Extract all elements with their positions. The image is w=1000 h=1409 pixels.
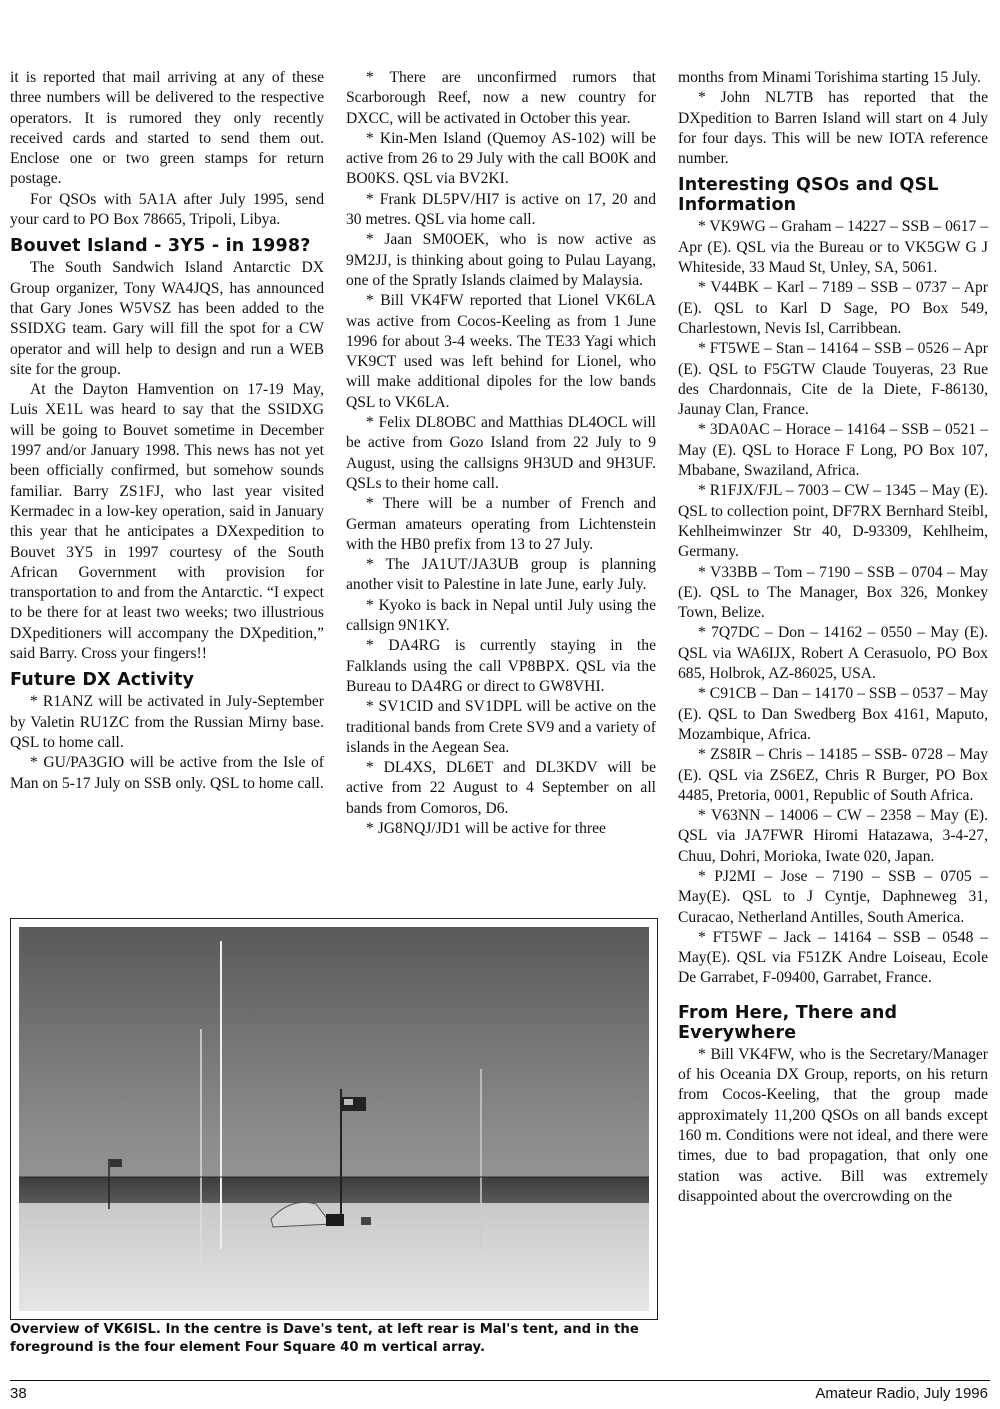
publication-line: Amateur Radio, July 1996 <box>815 1385 988 1402</box>
paragraph: * Frank DL5PV/HI7 is active on 17, 20 and 30 metres. QSL via home call. <box>346 190 656 229</box>
heading-future-dx-activity: Future DX Activity <box>10 670 195 691</box>
qsl-entry: * FT5WF – Jack – 14164 – SSB – 0548 – May(E). QSL via F51ZK Andre Loiseau, Ecole De Garrabet, F-09400, Garrabet, France. <box>678 928 988 987</box>
paragraph: The South Sandwich Island Antarctic DX Group organizer, Tony WA4JQS, has announced that Gary Jones W5VSZ has been added to the SSIDXG team. Gary will fill the spot for a CW operator and will help to design and run a WEB site for the group. <box>10 259 324 378</box>
paragraph: * John NL7TB has reported that the DXpedition to Barren Island will start on 4 July for four days. This will be new IOTA reference number. <box>678 89 988 168</box>
heading-from-here-there: From Here, There and Everywhere <box>678 1002 898 1043</box>
paragraph: * DA4RG is currently staying in the Falklands using the call VP8BPX. QSL via the Bureau to DA4RG or direct to GW8VHI. <box>346 637 656 695</box>
heading-bouvet-island: Bouvet Island - 3Y5 - in 1998? <box>10 236 311 257</box>
footer-rule <box>10 1380 990 1381</box>
photo-image <box>11 919 657 1319</box>
qsl-entry: * PJ2MI – Jose – 7190 – SSB – 0705 – May(E). QSL to J Cyntje, Daphneweg 31, Curacao, Netherland Antilles, South America. <box>678 867 988 926</box>
column-3 <box>678 68 988 1207</box>
paragraph: For QSOs with 5A1A after July 1995, send your card to PO Box 78665, Tripoli, Libya. <box>10 190 324 229</box>
photo-vk6isl-overview <box>10 918 658 1320</box>
qsl-entry: * V63NN – 14006 – CW – 2358 – May (E). QSL via JA7FWR Hiromi Hatazawa, 3-4-27, Chuu, Dohri, Morioka, Iwate 020, Japan. <box>678 807 988 865</box>
paragraph: * There are unconfirmed rumors that Scarborough Reef, now a new country for DXCC, will be activated in October this year. <box>346 69 656 127</box>
paragraph: * Jaan SM0OEK, who is now active as 9M2JJ, is thinking about going to Pulau Layang, one of the Spratly Islands claimed by Malaysia. <box>346 231 656 289</box>
paragraph: * Felix DL8OBC and Matthias DL4OCL will be active from Gozo Island from 22 July to 9 August, using the callsigns 9H3UD and 9H3UF. QSLs to their home call. <box>346 414 656 492</box>
paragraph: it is reported that mail arriving at any of these three numbers will be delivered to the respective operators. It is rumored they only recently received cards and started to send them out. Enclose one or two green stamps for return postage. <box>10 69 324 188</box>
qsl-entry: * 3DA0AC – Horace – 14164 – SSB – 0521 – May (E). QSL to Horace F Long, PO Box 107, Mbabane, Swaziland, Africa. <box>678 421 988 480</box>
column-2 <box>346 68 656 839</box>
qsl-entry: * ZS8IR – Chris – 14185 – SSB- 0728 – May (E). QSL via ZS6EZ, Chris R Burger, PO Box 4485, Pretoria, 0001, Republic of South Africa. <box>678 746 988 804</box>
paragraph: * Bill VK4FW, who is the Secretary/Manager of his Oceania DX Group, reports, on his return from Cocos-Keeling, that the group made approximately 11,200 QSOs on all bands except 160 m. Conditions were not ideal, and there were times, due to bad propagation, that only one station was active. Bill was extremely disappointed about the overcrowding on the <box>678 1045 988 1205</box>
paragraph: * DL4XS, DL6ET and DL3KDV will be active from 22 August to 4 September on all bands from Comoros, D6. <box>346 759 656 817</box>
paragraph: * There will be a number of French and German amateurs operating from Lichtenstein with the HB0 prefix from 13 to 27 July. <box>346 495 656 553</box>
paragraph: * Kin-Men Island (Quemoy AS-102) will be active from 26 to 29 July with the call BO0K and BO0KS. QSL via BV2KI. <box>346 129 656 188</box>
paragraph: At the Dayton Hamvention on 17-19 May, Luis XE1L was heard to say that the SSIDXG will be going to Bouvet sometime in December 1997 and/or January 1998. This news has not yet been officially confirmed, but somehow sounds familiar. Barry ZS1FJ, who last year visited Kermadec in a low-key operation, said in January this year that he anticipates a DXexpedition to Bouvet 3Y5 in 1997 courtesy of the South African Government with provision for transportation to and from the Antarctic. “I expect to be there for at least two weeks; two illustrious DXpeditioners will accompany the DXpedition,” said Barry. Cross your fingers!! <box>10 381 324 663</box>
qsl-entry: * V33BB – Tom – 7190 – SSB – 0704 – May (E). QSL to The Manager, Box 326, Monkey Town, Belize. <box>678 563 988 622</box>
paragraph: * The JA1UT/JA3UB group is planning another visit to Palestine in late June, early July. <box>346 556 656 594</box>
photo-caption: Overview of VK6ISL. In the centre is Dave's tent, at left rear is Mal's tent, and in the foreground is the four element Four Square 40 m vertical array. <box>10 1322 639 1355</box>
qsl-entry: * VK9WG – Graham – 14227 – SSB – 0617 – Apr (E). QSL via the Bureau or to VK5GW G J Whiteside, 33 Maud St, Unley, SA, 5061. <box>678 218 988 277</box>
paragraph: * GU/PA3GIO will be active from the Isle of Man on 5-17 July on SSB only. QSL to home call. <box>10 754 324 792</box>
paragraph: * Kyoko is back in Nepal until July using the callsign 9N1KY. <box>346 596 656 635</box>
qsl-entry: * 7Q7DC – Don – 14162 – 0550 – May (E). QSL via WA6IJX, Robert A Cerasuolo, PO Box 685, Holbrok, AZ-86025, USA. <box>678 624 988 683</box>
qsl-entry: * C91CB – Dan – 14170 – SSB – 0537 – May (E). QSL to Dan Swedberg Box 4161, Maputo, Mozambique, Africa. <box>678 685 988 743</box>
qsl-entry: * V44BK – Karl – 7189 – SSB – 0737 – Apr (E). QSL to Karl D Sage, PO Box 549, Charlestown, Nevis Isl, Carribbean. <box>678 279 988 337</box>
paragraph: * R1ANZ will be activated in July-September by Valetin RU1ZC from the Russian Mirny base. QSL to home call. <box>10 693 324 751</box>
column-1 <box>10 68 324 794</box>
qsl-entry: * R1FJX/FJL – 7003 – CW – 1345 – May (E). QSL to collection point, DF7RX Bernhard Steibl, Kehlheimwinzer Str 40, D-93309, Kehlheim, Germany. <box>678 482 988 561</box>
paragraph: months from Minami Torishima starting 15 July. <box>678 69 981 86</box>
heading-interesting-qsos: Interesting QSOs and QSL Information <box>678 175 939 216</box>
page-number: 38 <box>10 1385 27 1402</box>
paragraph: * Bill VK4FW reported that Lionel VK6LA was active from Cocos-Keeling as from 1 June 1996 for about 3-4 weeks. The TE33 Yagi which VK9CT used was left behind for Lionel, who will make additional dipoles for the low bands QSL to VK6LA. <box>346 292 656 411</box>
paragraph: * SV1CID and SV1DPL will be active on the traditional bands from Crete SV9 and a variety of islands in the Aegean Sea. <box>346 698 656 756</box>
paragraph: * JG8NQJ/JD1 will be active for three <box>366 819 606 837</box>
qsl-entry: * FT5WE – Stan – 14164 – SSB – 0526 – Apr (E). QSL to F5GTW Claude Touyeras, 23 Rue des Chardonnais, Cite de la Diete, F-86130, Jaunay Clan, France. <box>678 340 988 419</box>
